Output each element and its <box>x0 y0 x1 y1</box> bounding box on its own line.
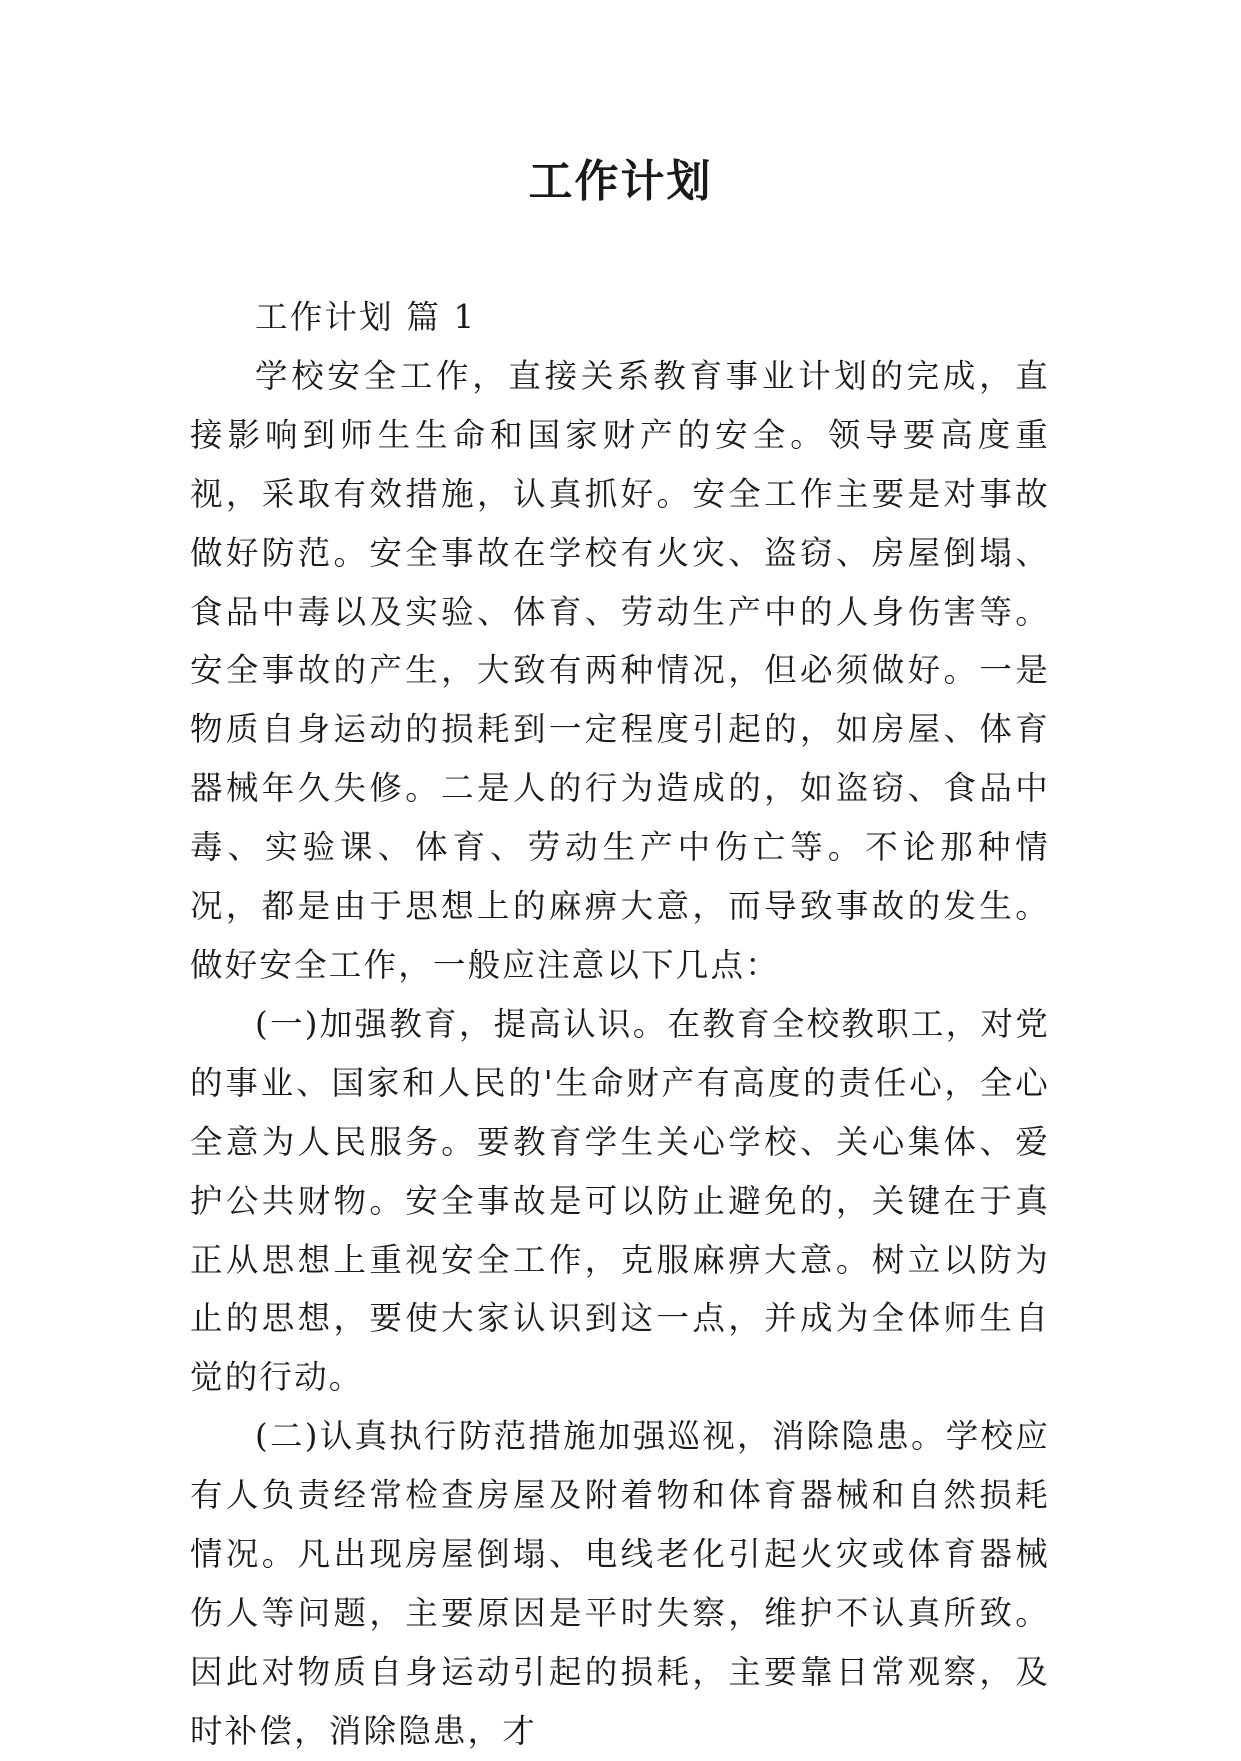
paragraph-intro: 学校安全工作，直接关系教育事业计划的完成，直接影响到师生生命和国家财产的安全。领导要高度重视，采取有效措施，认真抓好。安全工作主要是对事故做好防范。安全事故在学校有火灾、盗窃、房屋倒塌、食品中毒以及实验、体育、劳动生产中的人身伤害等。安全事故的产生，大致有两种情况，但必须做好。一是物质自身运动的损耗到一定程度引起的，如房屋、体育器械年久失修。二是人的行为造成的，如盗窃、食品中毒、实验课、体育、劳动生产中伤亡等。不论那种情况，都是由于思想上的麻痹大意，而导致事故的发生。做好安全工作，一般应注意以下几点： <box>190 356 1050 984</box>
paragraph-point-2: (二)认真执行防范措施加强巡视，消除隐患。学校应有人负责经常检查房屋及附着物和体育器械和自然损耗情况。凡出现房屋倒塌、电线老化引起火灾或体育器械伤人等问题，主要原因是平时失察，维护不认真所致。因此对物质自身运动引起的损耗，主要靠日常观察，及时补偿，消除隐患，才 <box>190 1417 1050 1750</box>
document-title: 工作计划 <box>528 156 713 207</box>
paragraph-point-1: (一)加强教育，提高认识。在教育全校教职工，对党的事业、国家和人民的'生命财产有高度的责任心，全心全意为人民服务。要教育学生关心学校、关心集体、爱护公共财物。安全事故是可以防止避免的，关键在于真正从思想上重视安全工作，克服麻痹大意。树立以防为止的思想，要使大家认识到这一点，并成为全体师生自觉的行动。 <box>190 1004 1050 1397</box>
section-heading: 工作计划 篇 1 <box>255 298 477 336</box>
document-body <box>190 288 1050 1761</box>
